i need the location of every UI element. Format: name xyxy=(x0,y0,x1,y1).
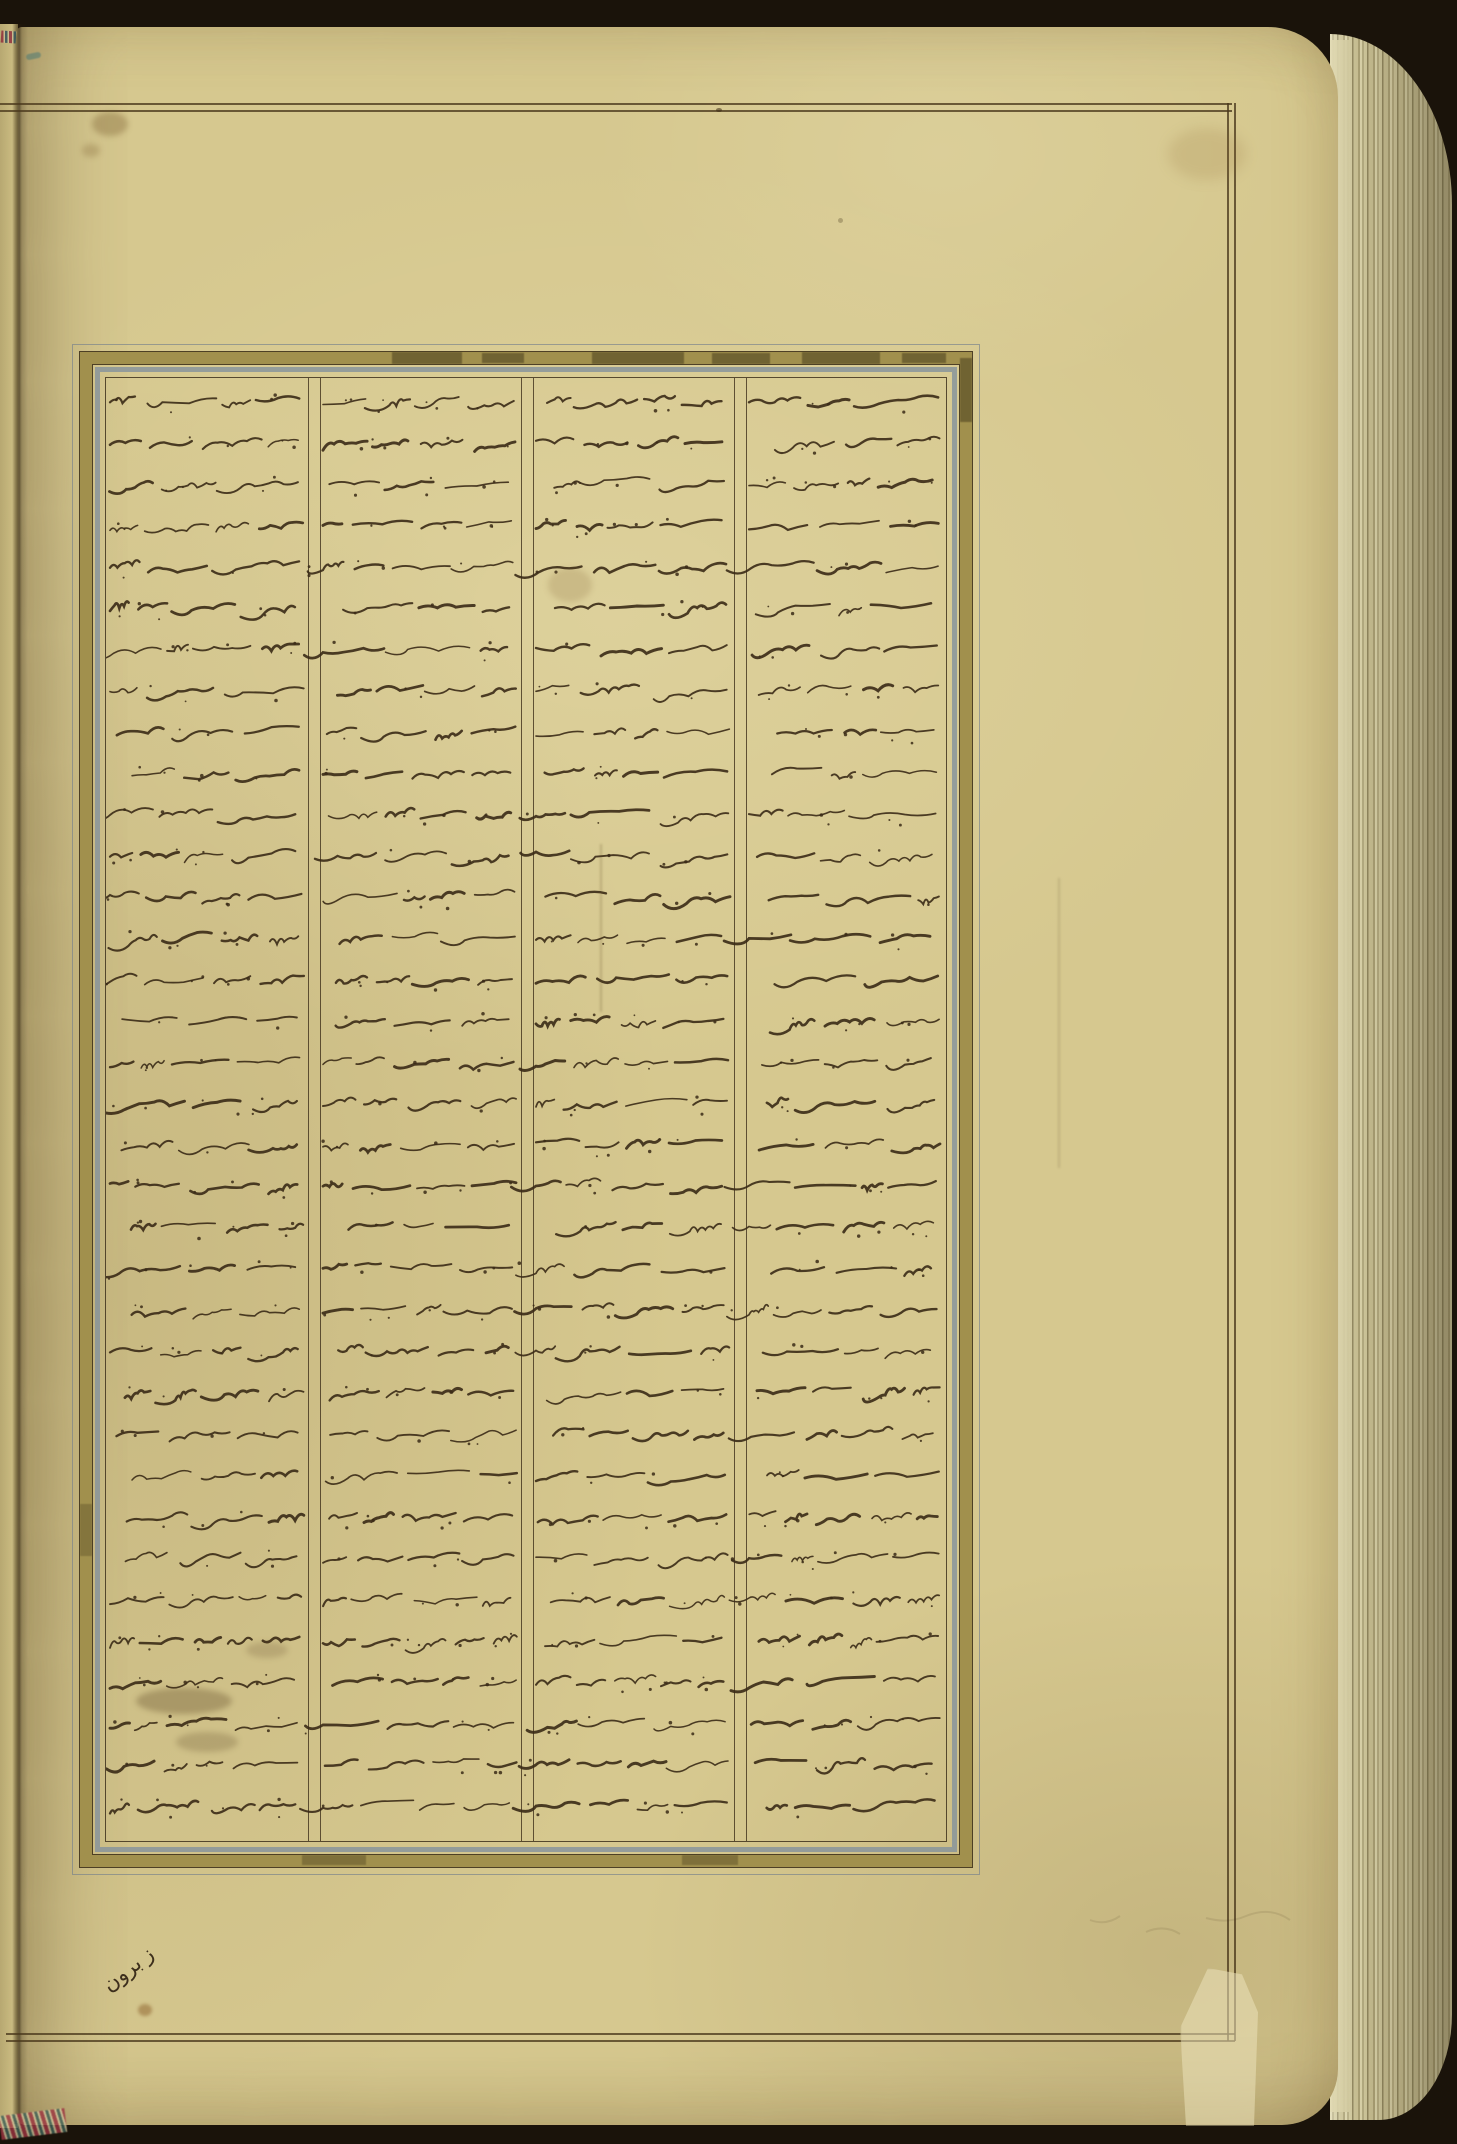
ink-smudge xyxy=(176,1732,238,1752)
outer-border-bottom-rule-1 xyxy=(6,2033,1235,2035)
paper-crease xyxy=(600,844,602,1012)
gold-band-smudge xyxy=(712,353,770,364)
gold-band-smudge xyxy=(682,1855,738,1865)
ink-smudge xyxy=(246,1642,288,1658)
foxing-stain xyxy=(548,568,592,602)
endband-top xyxy=(1,30,17,43)
catchword: ز برون xyxy=(97,1941,159,1997)
foxing-stain xyxy=(92,112,128,136)
gold-band-smudge xyxy=(592,352,684,364)
gutter-crease xyxy=(12,24,28,2124)
outer-border-top-rule-2 xyxy=(0,110,1232,112)
outer-border-top-rule-1 xyxy=(0,103,1232,105)
foxing-stain xyxy=(82,144,100,157)
ink-speck xyxy=(838,218,843,223)
foxing-stain xyxy=(1168,128,1246,180)
gold-band-smudge xyxy=(902,353,946,363)
outer-border-bottom-rule-2 xyxy=(6,2040,1235,2042)
ink-offset-ghost xyxy=(1000,1890,1300,1950)
foxing-dot xyxy=(138,2004,152,2016)
outer-border-right-rule-1 xyxy=(1227,103,1229,2041)
gold-band-smudge xyxy=(482,353,524,363)
gold-band-smudge xyxy=(802,352,880,364)
nastaliq-text-columns xyxy=(106,378,946,1841)
ink-smudge xyxy=(136,1688,232,1714)
ink-speck xyxy=(716,108,722,112)
outer-border-right-rule-2 xyxy=(1234,103,1236,2041)
gold-band-smudge xyxy=(392,352,462,364)
gold-band-smudge xyxy=(302,1855,366,1865)
paper-crease xyxy=(1058,878,1060,1168)
gold-band-smudge xyxy=(80,1504,92,1556)
gold-band-smudge xyxy=(960,358,972,422)
